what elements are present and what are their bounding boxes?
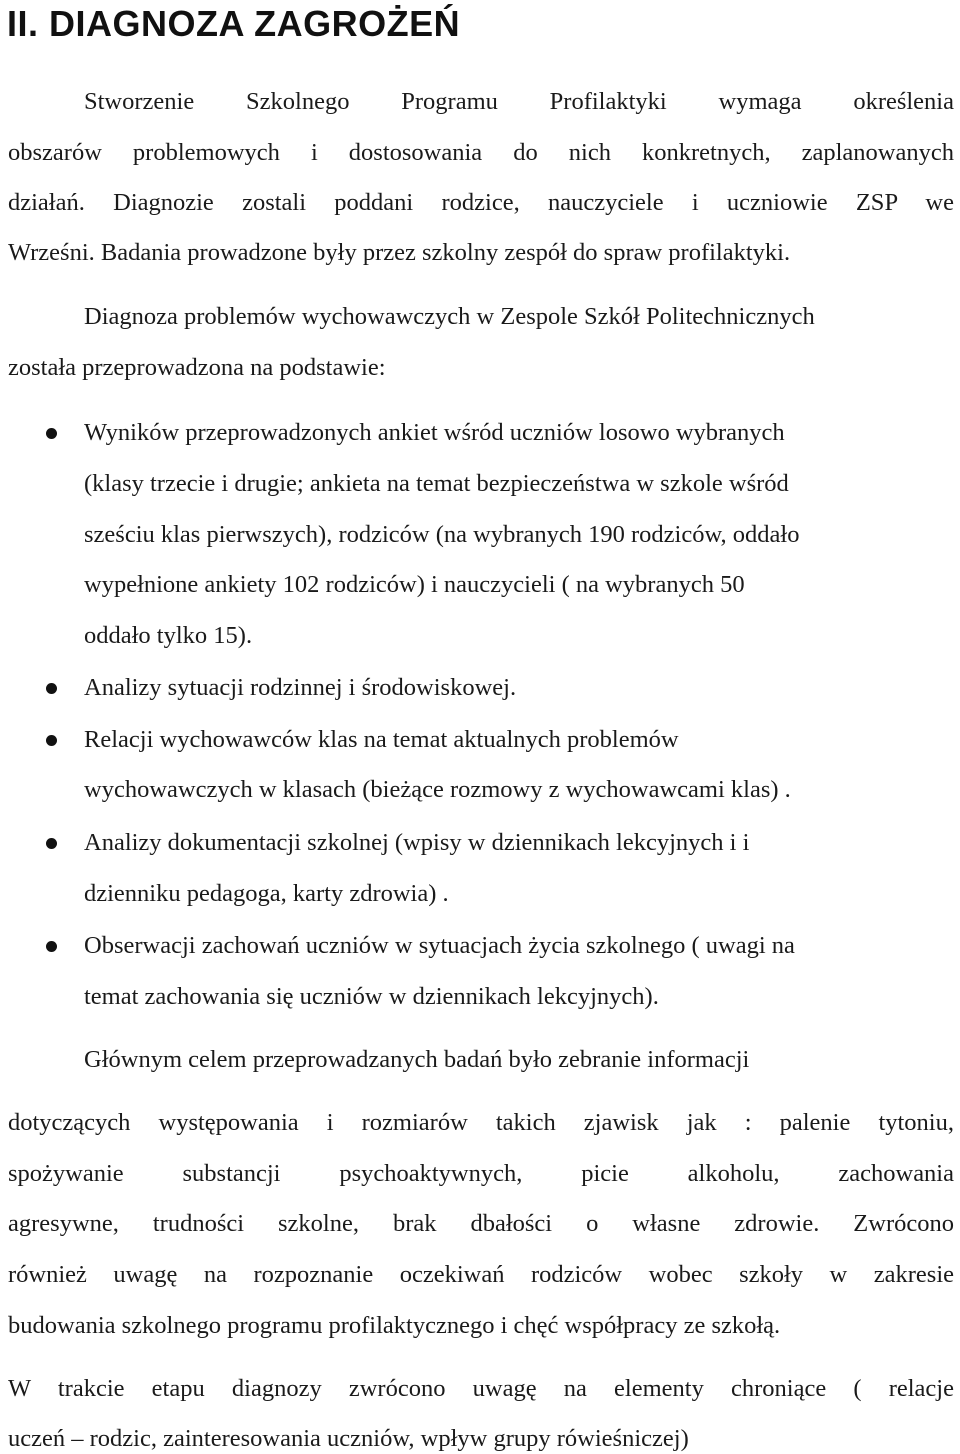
goal-line: dotyczących występowania i rozmiarów takich zjawisk jak : palenie tytoniu,: [8, 1109, 954, 1136]
list-item-line: sześciu klas pierwszych), rodziców (na wybranych 190 rodziców, oddało: [84, 521, 800, 548]
diagnosis-line: Diagnoza problemów wychowawczych w Zespole Szkół Politechnicznych: [84, 303, 815, 330]
list-item-line: Wyników przeprowadzonych ankiet wśród uczniów losowo wybranych: [84, 419, 785, 446]
intro-line: Stworzenie Szkolnego Programu Profilaktyki wymaga określenia: [84, 88, 954, 115]
final-line: W trakcie etapu diagnozy zwrócono uwagę na elementy chroniące ( relacje: [8, 1375, 954, 1402]
bullet-icon: [46, 838, 57, 849]
goal-line: Głównym celem przeprowadzanych badań było zebranie informacji: [84, 1046, 750, 1073]
list-item-line: Analizy dokumentacji szkolnej (wpisy w dziennikach lekcyjnych i i: [84, 829, 750, 856]
bullet-icon: [46, 683, 57, 694]
intro-line: Wrześni. Badania prowadzone były przez szkolny zespół do spraw profilaktyki.: [8, 239, 791, 266]
list-item-line: wypełnione ankiety 102 rodziców) i nauczycieli ( na wybranych 50: [84, 571, 745, 598]
list-item-line: temat zachowania się uczniów w dziennikach lekcyjnych).: [84, 983, 659, 1010]
list-item-line: oddało tylko 15).: [84, 622, 253, 649]
intro-line: działań. Diagnozie zostali poddani rodzice, nauczyciele i uczniowie ZSP we: [8, 189, 954, 216]
section-heading: II. DIAGNOZA ZAGROŻEŃ: [7, 3, 461, 44]
bullet-icon: [46, 735, 57, 746]
list-item-line: (klasy trzecie i drugie; ankieta na temat bezpieczeństwa w szkole wśród: [84, 470, 789, 497]
list-item-line: Analizy sytuacji rodzinnej i środowiskowej.: [84, 674, 517, 701]
diagnosis-line: została przeprowadzona na podstawie:: [8, 354, 386, 381]
bullet-icon: [46, 428, 57, 439]
goal-line: również uwagę na rozpoznanie oczekiwań rodziców wobec szkoły w zakresie: [8, 1261, 954, 1288]
goal-line: budowania szkolnego programu profilaktycznego i chęć współpracy ze szkołą.: [8, 1312, 781, 1339]
goal-line: spożywanie substancji psychoaktywnych, picie alkoholu, zachowania: [8, 1160, 954, 1187]
list-item-line: Obserwacji zachowań uczniów w sytuacjach życia szkolnego ( uwagi na: [84, 932, 795, 959]
goal-line: agresywne, trudności szkolne, brak dbałości o własne zdrowie. Zwrócono: [8, 1210, 954, 1237]
bullet-icon: [46, 941, 57, 952]
intro-line: obszarów problemowych i dostosowania do nich konkretnych, zaplanowanych: [8, 139, 954, 166]
final-line: uczeń – rodzic, zainteresowania uczniów, wpływ grupy rówieśniczej): [8, 1425, 689, 1452]
list-item-line: Relacji wychowawców klas na temat aktualnych problemów: [84, 726, 679, 753]
list-item-line: wychowawczych w klasach (bieżące rozmowy z wychowawcami klas) .: [84, 776, 791, 803]
list-item-line: dzienniku pedagoga, karty zdrowia) .: [84, 880, 449, 907]
